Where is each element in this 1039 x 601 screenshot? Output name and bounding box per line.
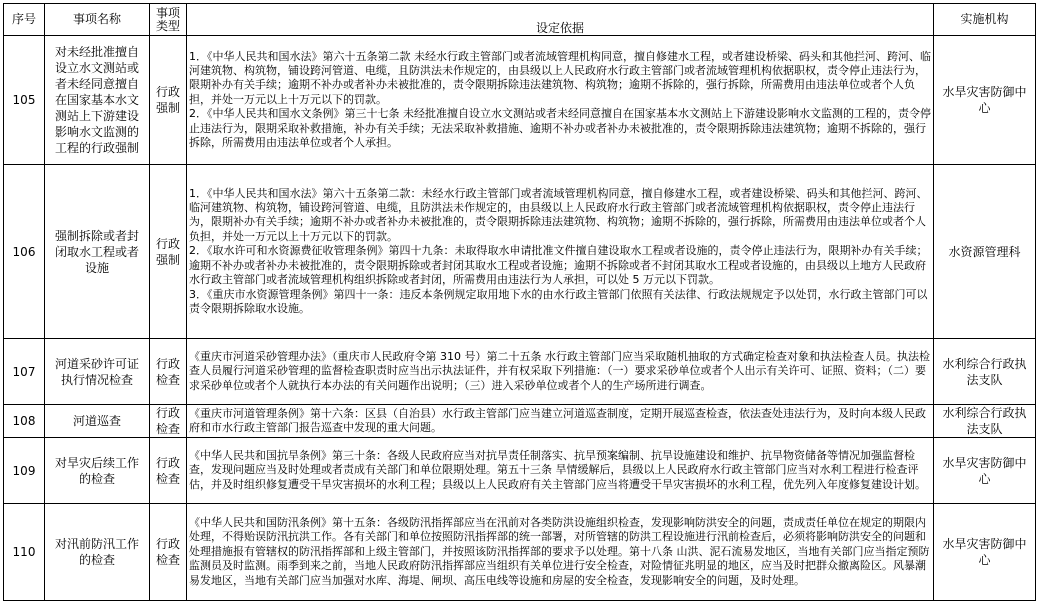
header-org: 实施机构 (934, 4, 1036, 36)
row-name: 对未经批准擅自设立水文测站或者未经同意擅自在国家基本水文测站上下游建设影响水文监测的工程的行政强制 (45, 36, 150, 165)
row-seq: 108 (4, 405, 45, 438)
row-type: 行政强制 (150, 165, 187, 339)
row-basis (187, 165, 934, 339)
row-type: 行政检查 (150, 405, 187, 438)
row-org: 水旱灾害防御中心 (934, 504, 1036, 601)
row-basis (187, 36, 934, 165)
row-seq: 106 (4, 165, 45, 339)
row-seq: 105 (4, 36, 45, 165)
table-row (4, 504, 1036, 601)
header-seq: 序号 (4, 4, 45, 36)
basis-paragraph: 1．《中华人民共和国水法》第六十五条第二款：未经水行政主管部门或者流域管理机构同意，擅自修建水工程，或者建设桥梁、码头和其他拦河、跨河、临河建筑物、构筑物，铺设跨河管道、电缆，且防洪法未作规定的，由县级以上人民政府水行政主管部门或者流域管理机构依据职权，责令停止违法行为，限期补办有关手续；逾期不补办或者补办未被批准的，责令限期拆除违法建筑物、构筑物；逾期不拆除的，强行拆除，所需费用由违法单位或者个人负担，并处一万元以上十万元以下的罚款。 (189, 186, 928, 243)
basis-paragraph: 2．《取水许可和水资源费征收管理条例》第四十九条：未取得取水申请批准文件擅自建设取水工程或者设施的，责令停止违法行为，限期补办有关手续；逾期不补办或者补办未被批准的，责令限期拆除或者封闭其取水工程或者设施；逾期不拆除或者不封闭其取水工程或者设施的，由县级以上地方人民政府水行政主管部门或者流域管理机构组织拆除或者封闭，所需费用由违法行为人承担，可以处 5 万元以下罚款。 (189, 244, 928, 287)
row-type: 行政检查 (150, 504, 187, 601)
row-type: 行政检查 (150, 438, 187, 504)
row-seq: 110 (4, 504, 45, 601)
header-row (4, 4, 1036, 36)
row-org: 水利综合行政执法支队 (934, 405, 1036, 438)
row-type: 行政检查 (150, 339, 187, 405)
basis-paragraph: 《中华人民共和国防汛条例》第十五条：各级防汛指挥部应当在汛前对各类防洪设施组织检查，发现影响防洪安全的问题，责成责任单位在规定的期限内处理，不得贻误防汛抗洪工作。各有关部门和单位按照防汛指挥部的统一部署，对所管辖的防洪工程设施进行汛前检查后，必须将影响防洪安全的问题和处理措施报有管辖权的防汛指挥部和上级主管部门，并按照该防汛指挥部的要求予以处理。第十八条 山洪、泥石流易发地区，当地有关部门应当指定预防监测员及时监测。雨季到来之前，当地人民政府防汛指挥部应当组织有关单位进行安全检查，对险情征兆明显的地区，应当及时把群众撤离险区。风暴潮易发地区，当地有关部门应当加强对水库、海堤、闸坝、高压电线等设施和房屋的安全检查，发现影响安全的问题，及时处理。 (189, 515, 930, 587)
row-name: 强制拆除或者封闭取水工程或者设施 (45, 165, 150, 339)
basis-paragraph: 3．《重庆市水资源管理条例》第四十一条：违反本条例规定取用地下水的由水行政主管部门依照有关法律、行政法规规定予以处罚，水行政主管部门可以责令限期拆除取水设施。 (189, 287, 928, 315)
basis-paragraph: 《重庆市河道管理条例》第十六条：区县（自治县）水行政主管部门应当建立河道巡查制度，定期开展巡查检查，依法查处违法行为，及时向本级人民政府和市水行政主管部门报告巡查中发现的重大问题。 (189, 406, 926, 434)
row-name: 对旱灾后续工作的检查 (45, 438, 150, 504)
row-name: 河道采砂许可证执行情况检查 (45, 339, 150, 405)
row-seq: 107 (4, 339, 45, 405)
table-row (4, 165, 1036, 339)
basis-paragraph: 1．《中华人民共和国水法》第六十五条第二款 未经水行政主管部门或者流域管理机构同意，擅自修建水工程，或者建设桥梁、码头和其他拦河、跨河、临河建筑物、构筑物，铺设跨河管道、电缆，且防洪法未作规定的，由县级以上人民政府水行政主管部门或者流域管理机构依据职权，责令停止违法行为，限期补办有关手续；逾期不补办或者补办未被批准的，责令限期拆除违法建筑物、构筑物；逾期不拆除的，强行拆除，所需费用由违法单位或者个人负担，并处一万元以上十万元以下的罚款。 (189, 49, 931, 106)
row-seq: 109 (4, 438, 45, 504)
row-basis (187, 438, 934, 504)
enforcement-items-table (3, 3, 1036, 601)
table-row (4, 339, 1036, 405)
row-basis (187, 504, 934, 601)
basis-paragraph: 《重庆市河道采砂管理办法》（重庆市人民政府令第 310 号）第二十五条 水行政主管部门应当采取随机抽取的方式确定检查对象和执法检查人员。执法检查人员履行河道采砂管理的监督检查职责时应当出示执法证件，并有权采取下列措施：（一）要求采砂单位或者个人出示有关许可、证照、资料；（二）要求采砂单位或者个人就执行本办法的有关问题作出说明；（三）进入采砂单位或者个人的生产场所进行调查。 (189, 349, 930, 392)
row-org: 水资源管理科 (934, 165, 1036, 339)
table-row (4, 405, 1036, 438)
row-type: 行政强制 (150, 36, 187, 165)
row-basis (187, 405, 934, 438)
row-org: 水旱灾害防御中心 (934, 36, 1036, 165)
basis-paragraph: 《中华人民共和国抗旱条例》第三十条：各级人民政府应当对抗旱责任制落实、抗旱预案编制、抗旱设施建设和维护、抗旱物资储备等情况加强监督检查，发现问题应当及时处理或者责成有关部门和单位限期处理。第五十三条 旱情缓解后，县级以上人民政府水行政主管部门应当对水利工程进行检查评估，并及时组织修复遭受干旱灾害损坏的水利工程；县级以上人民政府有关主管部门应当将遭受干旱灾害损坏的水利工程，优先列入年度修复建设计划。 (189, 448, 926, 491)
header-type: 事项类型 (150, 4, 187, 36)
row-name: 河道巡查 (45, 405, 150, 438)
table-row (4, 438, 1036, 504)
row-name: 对汛前防汛工作的检查 (45, 504, 150, 601)
row-org: 水旱灾害防御中心 (934, 438, 1036, 504)
header-basis: 设定依据 (187, 4, 934, 36)
row-org: 水利综合行政执法支队 (934, 339, 1036, 405)
table-row (4, 36, 1036, 165)
row-basis (187, 339, 934, 405)
header-name: 事项名称 (45, 4, 150, 36)
basis-paragraph: 2．《中华人民共和国水文条例》第三十七条 未经批准擅自设立水文测站或者未经同意擅自在国家基本水文测站上下游建设影响水文监测的工程的，责令停止违法行为，限期采取补救措施，补办有关手续；无法采取补救措施、逾期不补办或者补办未被批准的，责令限期拆除违法建筑物；逾期不拆除的，强行拆除，所需费用由违法单位或者个人承担。 (189, 107, 931, 150)
